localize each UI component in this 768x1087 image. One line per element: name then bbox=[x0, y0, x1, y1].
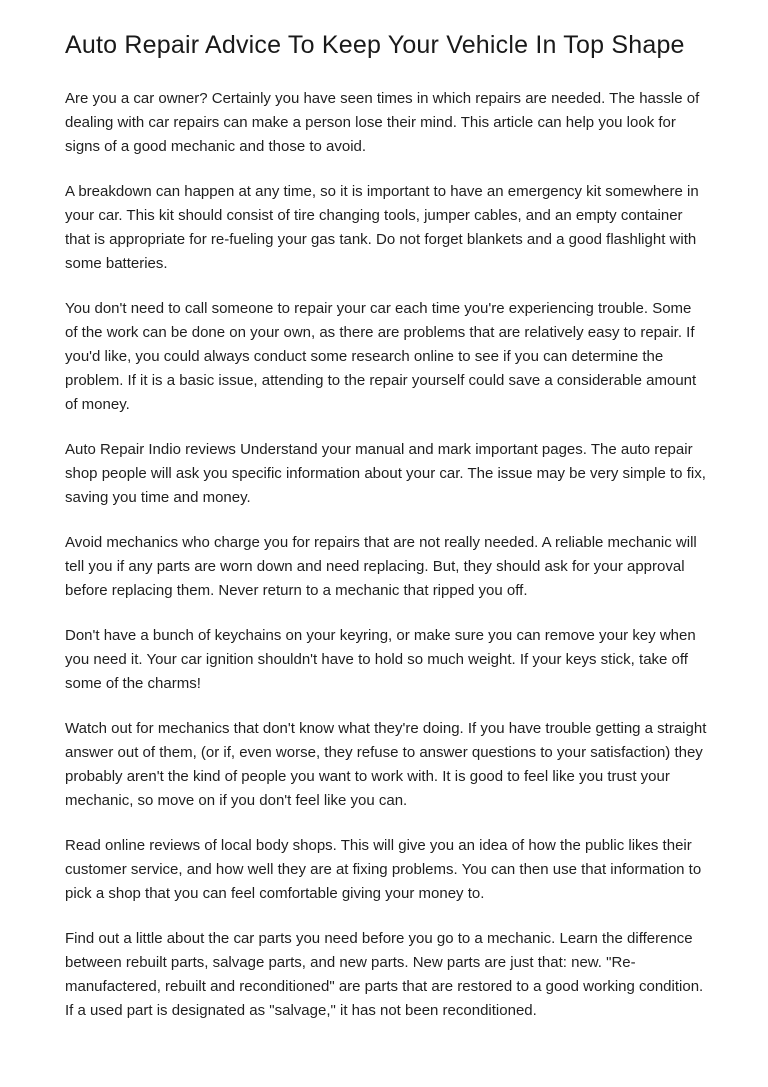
page-title: Auto Repair Advice To Keep Your Vehicle In Top Shape bbox=[65, 31, 685, 59]
paragraph-manual: Auto Repair Indio reviews Understand your manual and mark important pages. The auto repair shop people will ask you specific information about your car. The issue may be very simple to fix, saving you time and money. bbox=[65, 441, 706, 506]
paragraph-online-reviews: Read online reviews of local body shops. This will give you an idea of how the public likes their customer service, and how well they are at fixing problems. You can then use that information to pick a shop that you can feel comfortable giving your money to. bbox=[65, 837, 702, 902]
paragraph-keychains: Don't have a bunch of keychains on your keyring, or make sure you can remove your key when you need it. Your car ignition shouldn't have to hold so much weight. If your keys stick, take off some of the charms! bbox=[65, 627, 696, 692]
paragraph-car-parts: Find out a little about the car parts you need before you go to a mechanic. Learn the difference between rebuilt parts, salvage parts, and new parts. New parts are just that: new. "Re-manufactered, rebuilt and reconditioned" are parts that are restored to a good working condition. If a used part is designated as "salvage," it has not been reconditioned. bbox=[65, 930, 704, 1019]
paragraph-avoid-overcharging: Avoid mechanics who charge you for repairs that are not really needed. A reliable mechanic will tell you if any parts are worn down and need replacing. But, they should ask for your approval before replacing them. Never return to a mechanic that ripped you off. bbox=[65, 534, 697, 599]
paragraph-diy-repair: You don't need to call someone to repair your car each time you're experiencing trouble. Some of the work can be done on your own, as there are problems that are relatively easy to repair. If you'd like, you could always conduct some research online to see if you can determine the problem. If it is a basic issue, attending to the repair yourself could save a considerable amount of money. bbox=[65, 300, 697, 413]
paragraph-bad-mechanics: Watch out for mechanics that don't know what they're doing. If you have trouble getting a straight answer out of them, (or if, even worse, they refuse to answer questions to your satisfaction) they probably aren't the kind of people you want to work with. It is good to feel like you trust your mechanic, so move on if you don't feel like you can. bbox=[65, 720, 707, 809]
paragraph-emergency-kit: A breakdown can happen at any time, so it is important to have an emergency kit somewhere in your car. This kit should consist of tire changing tools, jumper cables, and an empty container that is appropriate for re-fueling your gas tank. Do not forget blankets and a good flashlight with some batteries. bbox=[65, 183, 699, 272]
paragraph-intro: Are you a car owner? Certainly you have seen times in which repairs are needed. The hassle of dealing with car repairs can make a person lose their mind. This article can help you look for signs of a good mechanic and those to avoid. bbox=[65, 90, 700, 155]
